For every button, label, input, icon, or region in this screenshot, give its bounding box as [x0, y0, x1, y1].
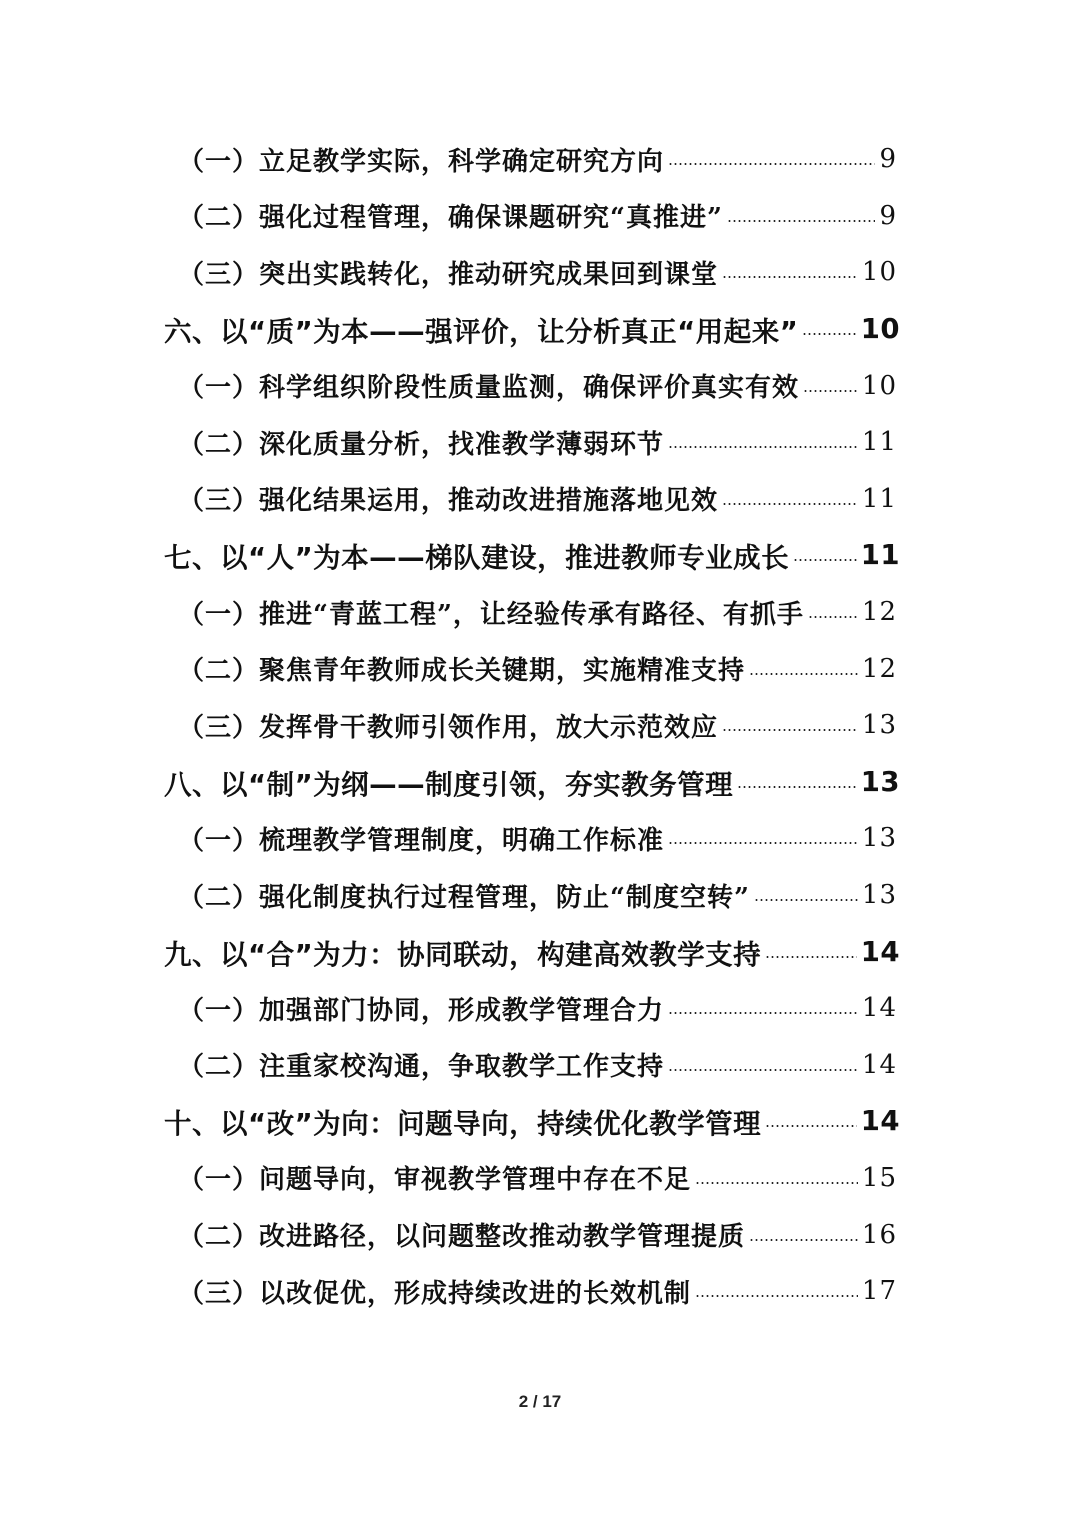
toc-dot-leader	[668, 163, 875, 165]
toc-dot-leader	[802, 333, 856, 335]
toc-section-entry[interactable]	[0, 1263, 1080, 1320]
toc-section-entry[interactable]	[0, 131, 1080, 188]
toc-entry-title: （二）聚焦青年教师成长关键期，实施精准支持	[178, 656, 746, 687]
toc-page-number: 11	[860, 539, 900, 572]
toc-page-number: 15	[861, 1162, 897, 1193]
toc-page-number: 14	[861, 993, 897, 1024]
toc-entry-title: （一）梳理教学管理制度，明确工作标准	[178, 825, 665, 856]
toc-section-entry[interactable]	[0, 1037, 1080, 1094]
toc-section-entry[interactable]	[0, 1206, 1080, 1263]
toc-page-number: 14	[861, 1049, 897, 1080]
toc-entry-title: （一）科学组织阶段性质量监测，确保评价真实有效	[178, 373, 800, 404]
toc-chapter-entry[interactable]	[0, 923, 1080, 980]
toc-dot-leader	[695, 1295, 858, 1297]
toc-page-number: 10	[860, 313, 900, 346]
toc-dot-leader	[668, 1012, 858, 1014]
toc-entry-title: （一）问题导向，审视教学管理中存在不足	[178, 1165, 692, 1196]
toc-page-number: 17	[861, 1276, 897, 1307]
toc-entry-title: 六、以“质”为本——强评价，让分析真正“用起来”	[164, 316, 799, 349]
toc-section-entry[interactable]	[0, 584, 1080, 641]
toc-dot-leader	[765, 1125, 857, 1127]
toc-page-number: 12	[861, 597, 897, 628]
toc-entry-title: （一）加强部门协同，形成教学管理合力	[178, 995, 665, 1026]
toc-entry-title: （三）突出实践转化，推动研究成果回到课堂	[178, 259, 719, 290]
toc-section-entry[interactable]	[0, 810, 1080, 867]
toc-page-number: 9	[879, 144, 897, 175]
toc-page-number: 9	[879, 200, 897, 231]
toc-section-entry[interactable]	[0, 867, 1080, 924]
toc-dot-leader	[668, 842, 858, 844]
toc-page-number: 10	[861, 370, 897, 401]
toc-section-entry[interactable]	[0, 640, 1080, 697]
toc-entry-title: 十、以“改”为向：问题导向，持续优化教学管理	[164, 1108, 762, 1141]
toc-section-entry[interactable]	[0, 471, 1080, 528]
toc-page-number: 14	[860, 935, 900, 968]
toc-page-number: 13	[860, 765, 900, 798]
toc-page-number: 12	[861, 653, 897, 684]
toc-chapter-entry[interactable]	[0, 527, 1080, 584]
toc-dot-leader	[765, 956, 857, 958]
toc-entry-title: 八、以“制”为纲——制度引领，夯实教务管理	[164, 768, 734, 801]
toc-entry-title: （二）强化制度执行过程管理，防止“制度空转”	[178, 882, 750, 913]
toc-dot-leader	[727, 220, 876, 222]
toc-section-entry[interactable]	[0, 1150, 1080, 1207]
toc-dot-leader	[737, 786, 857, 788]
toc-section-entry[interactable]	[0, 244, 1080, 301]
toc-entry-title: 九、以“合”为力：协同联动，构建高效教学支持	[164, 938, 762, 971]
toc-dot-leader	[668, 1069, 858, 1071]
toc-entry-title: （三）以改促优，形成持续改进的长效机制	[178, 1278, 692, 1309]
toc-page-number: 13	[861, 710, 897, 741]
toc-section-entry[interactable]	[0, 414, 1080, 471]
page-number-footer: 2 / 17	[518, 1392, 562, 1411]
toc-entry-title: （三）发挥骨干教师引领作用，放大示范效应	[178, 712, 719, 743]
toc-dot-leader	[722, 503, 858, 505]
toc-page-number: 11	[861, 483, 897, 514]
toc-page-number: 11	[861, 427, 897, 458]
toc-dot-leader	[668, 446, 858, 448]
toc-section-entry[interactable]	[0, 357, 1080, 414]
toc-entry-title: （一）立足教学实际，科学确定研究方向	[178, 146, 665, 177]
toc-page-number: 10	[861, 257, 897, 288]
toc-entry-title: 七、以“人”为本——梯队建设，推进教师专业成长	[164, 542, 790, 575]
toc-section-entry[interactable]	[0, 980, 1080, 1037]
toc-page-number: 13	[861, 880, 897, 911]
toc-entry-title: （二）注重家校沟通，争取教学工作支持	[178, 1052, 665, 1083]
toc-entry-title: （二）深化质量分析，找准教学薄弱环节	[178, 429, 665, 460]
toc-chapter-entry[interactable]	[0, 754, 1080, 811]
toc-dot-leader	[749, 673, 858, 675]
toc-chapter-entry[interactable]	[0, 1093, 1080, 1150]
table-of-contents	[0, 131, 1080, 1319]
toc-page-number: 16	[861, 1219, 897, 1250]
toc-dot-leader	[808, 616, 858, 618]
toc-section-entry[interactable]	[0, 697, 1080, 754]
toc-dot-leader	[803, 390, 858, 392]
toc-dot-leader	[722, 276, 858, 278]
toc-dot-leader	[722, 729, 858, 731]
toc-entry-title: （二）强化过程管理，确保课题研究“真推进”	[178, 203, 723, 234]
toc-entry-title: （一）推进“青蓝工程”，让经验传承有路径、有抓手	[178, 599, 804, 630]
toc-chapter-entry[interactable]	[0, 301, 1080, 358]
toc-entry-title: （二）改进路径，以问题整改推动教学管理提质	[178, 1222, 746, 1253]
toc-dot-leader	[793, 559, 857, 561]
toc-dot-leader	[754, 899, 858, 901]
toc-section-entry[interactable]	[0, 188, 1080, 245]
toc-page-number: 14	[860, 1105, 900, 1138]
toc-page-number: 13	[861, 823, 897, 854]
toc-entry-title: （三）强化结果运用，推动改进措施落地见效	[178, 486, 719, 517]
toc-dot-leader	[695, 1182, 858, 1184]
toc-dot-leader	[749, 1239, 858, 1241]
